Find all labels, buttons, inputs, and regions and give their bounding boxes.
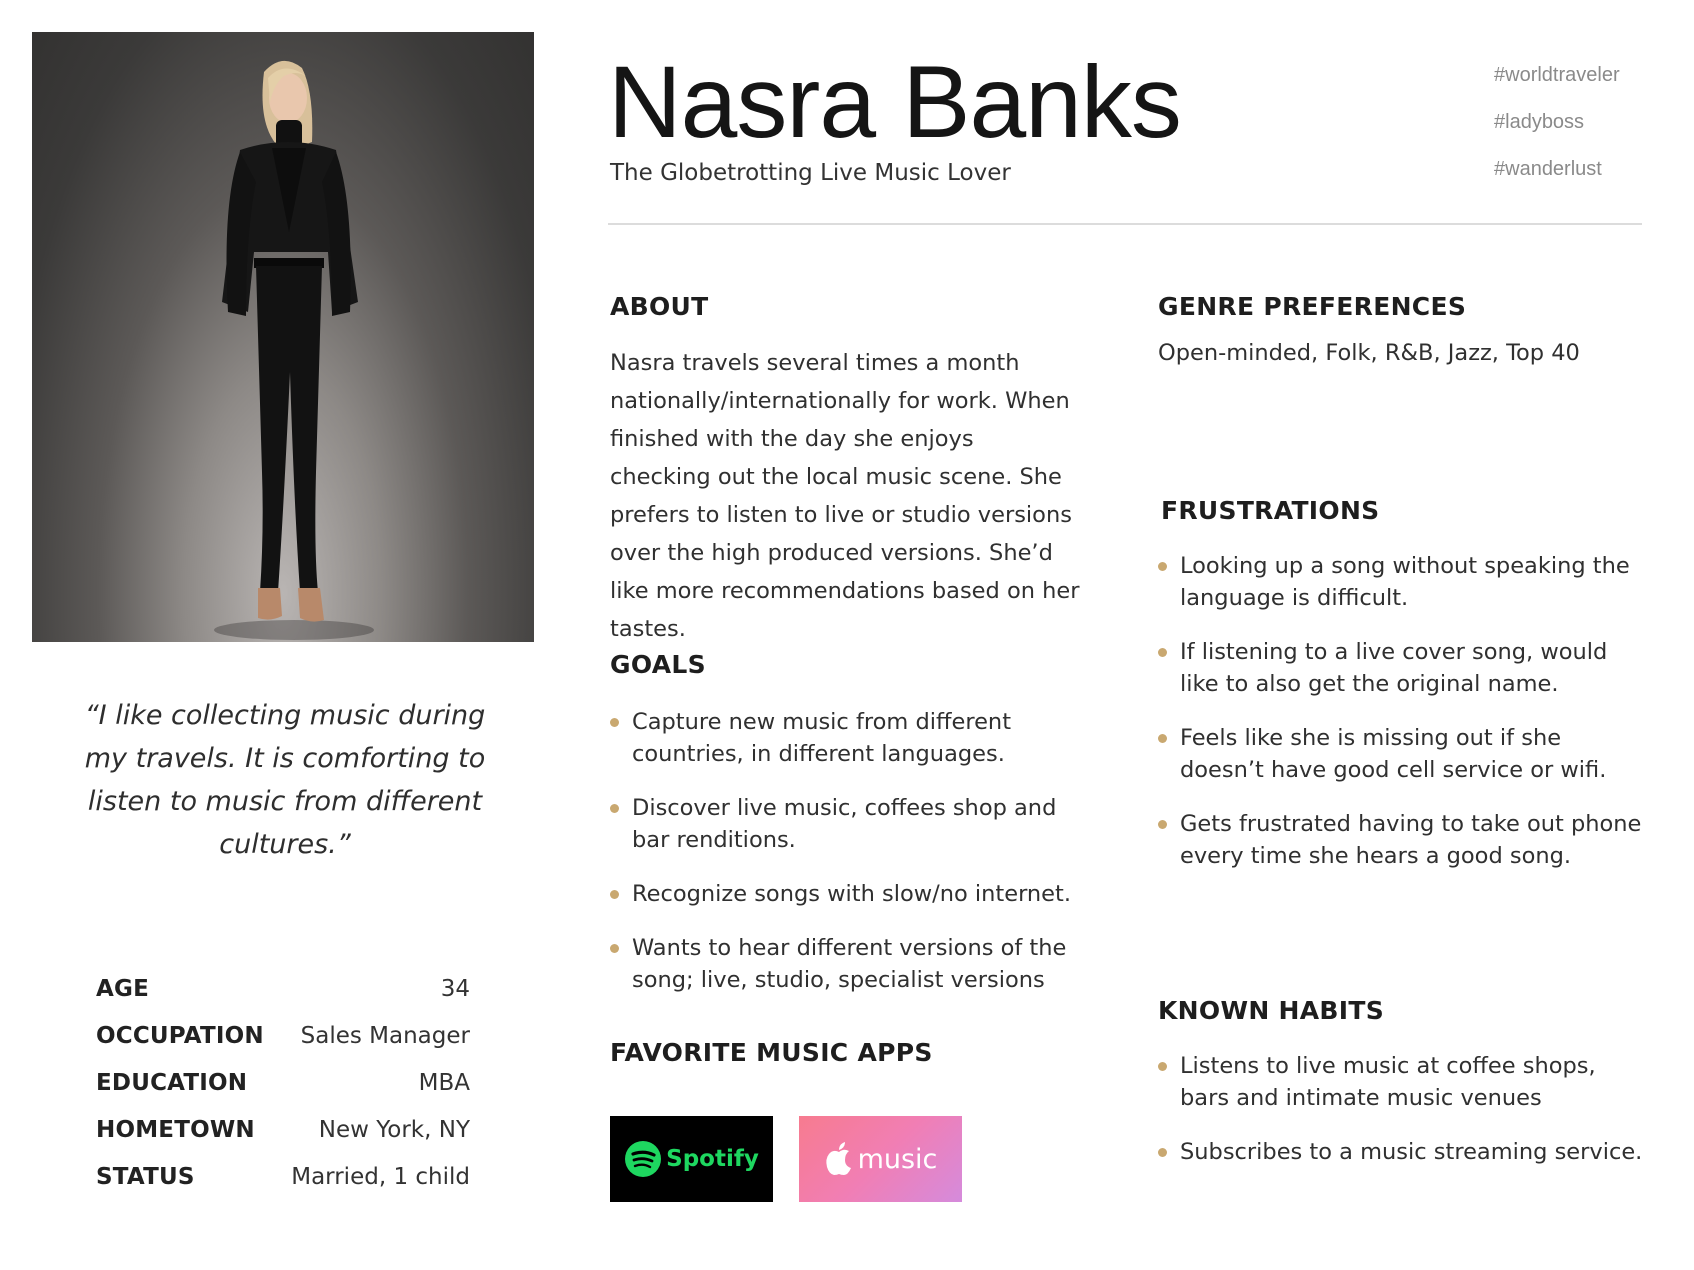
- list-item: [1158, 1136, 1648, 1168]
- bullet-icon: [1158, 1148, 1167, 1157]
- list-item-text: Looking up a song without speaking the language is difficult.: [1180, 553, 1630, 611]
- stat-row-status: [96, 1164, 470, 1211]
- stat-row-education: [96, 1070, 470, 1117]
- habits-heading: KNOWN HABITS: [1158, 996, 1385, 1025]
- person-figure: [32, 32, 534, 642]
- about-text: Nasra travels several times a month nationally/internationally for work. When finished with the day she enjoys checking out the local music scene. She prefers to listen to live or studio versions over the high produced versions. She’d like more recommendations based on her tastes.: [610, 350, 1080, 642]
- app-name: Spotify: [666, 1146, 759, 1172]
- stat-row-hometown: [96, 1117, 470, 1164]
- list-item-text: If listening to a live cover song, would like to also get the original name.: [1180, 639, 1608, 697]
- spotify-logo-icon: [624, 1140, 662, 1178]
- list-item: [1158, 722, 1648, 786]
- list-item-text: Discover live music, coffees shop and bar renditions.: [632, 795, 1057, 853]
- stat-row-occupation: [96, 1023, 470, 1070]
- bullet-icon: [1158, 562, 1167, 571]
- stat-label: EDUCATION: [96, 1070, 248, 1096]
- persona-quote: “I like collecting music during my travels. It is comforting to listen to music from different cultures.”: [84, 700, 486, 860]
- stat-value: Sales Manager: [300, 1023, 470, 1049]
- spotify-app-tile: [610, 1116, 773, 1202]
- list-item: [1158, 808, 1648, 872]
- bullet-icon: [610, 804, 619, 813]
- about-heading: ABOUT: [610, 292, 709, 321]
- list-item-text: Capture new music from different countries, in different languages.: [632, 709, 1012, 767]
- persona-photo: [32, 32, 534, 642]
- app-name: music: [857, 1143, 938, 1175]
- stat-label: HOMETOWN: [96, 1117, 255, 1143]
- list-item: [610, 932, 1080, 996]
- list-item: [1158, 550, 1648, 614]
- stat-row-age: [96, 976, 470, 1023]
- header-divider: [608, 223, 1642, 225]
- hashtag-list: [1494, 62, 1664, 203]
- list-item-text: Recognize songs with slow/no internet.: [632, 881, 1072, 907]
- hashtag: #ladyboss: [1494, 111, 1585, 133]
- stat-label: OCCUPATION: [96, 1023, 264, 1049]
- stat-label: STATUS: [96, 1164, 195, 1190]
- goals-list: [610, 706, 1080, 1018]
- bullet-icon: [610, 890, 619, 899]
- list-item-text: Wants to hear different versions of the song; live, studio, specialist versions: [632, 935, 1067, 993]
- list-item: [610, 878, 1080, 910]
- list-item: [1158, 636, 1648, 700]
- apple-music-app-tile: [799, 1116, 962, 1202]
- goals-heading: GOALS: [610, 650, 706, 679]
- list-item-text: Feels like she is missing out if she doesn’t have good cell service or wifi.: [1180, 725, 1607, 783]
- frustrations-heading: FRUSTRATIONS: [1161, 496, 1380, 525]
- persona-stats: [96, 976, 470, 1211]
- bullet-icon: [1158, 734, 1167, 743]
- habits-list: [1158, 1050, 1648, 1190]
- stat-label: AGE: [96, 976, 149, 1002]
- list-item: [610, 706, 1080, 770]
- bullet-icon: [1158, 648, 1167, 657]
- stat-value: Married, 1 child: [291, 1164, 470, 1190]
- persona-tagline: The Globetrotting Live Music Lover: [610, 160, 1011, 186]
- list-item-text: Subscribes to a music streaming service.: [1180, 1139, 1643, 1165]
- persona-name: Nasra Banks: [608, 45, 1181, 159]
- apps-heading: FAVORITE MUSIC APPS: [610, 1038, 933, 1067]
- stat-value: New York, NY: [318, 1117, 470, 1143]
- stat-value: 34: [440, 976, 470, 1002]
- genre-heading: GENRE PREFERENCES: [1158, 292, 1467, 321]
- apple-logo-icon: [824, 1141, 854, 1177]
- list-item-text: Gets frustrated having to take out phone every time she hears a good song.: [1180, 811, 1642, 869]
- bullet-icon: [1158, 1062, 1167, 1071]
- list-item: [1158, 1050, 1648, 1114]
- list-item-text: Listens to live music at coffee shops, bars and intimate music venues: [1180, 1053, 1596, 1111]
- stat-value: MBA: [418, 1070, 470, 1096]
- list-item: [610, 792, 1080, 856]
- bullet-icon: [1158, 820, 1167, 829]
- hashtag: #wanderlust: [1494, 158, 1602, 180]
- bullet-icon: [610, 944, 619, 953]
- hashtag: #worldtraveler: [1494, 64, 1620, 86]
- frustrations-list: [1158, 550, 1648, 894]
- genre-text: Open-minded, Folk, R&B, Jazz, Top 40: [1158, 340, 1580, 366]
- bullet-icon: [610, 718, 619, 727]
